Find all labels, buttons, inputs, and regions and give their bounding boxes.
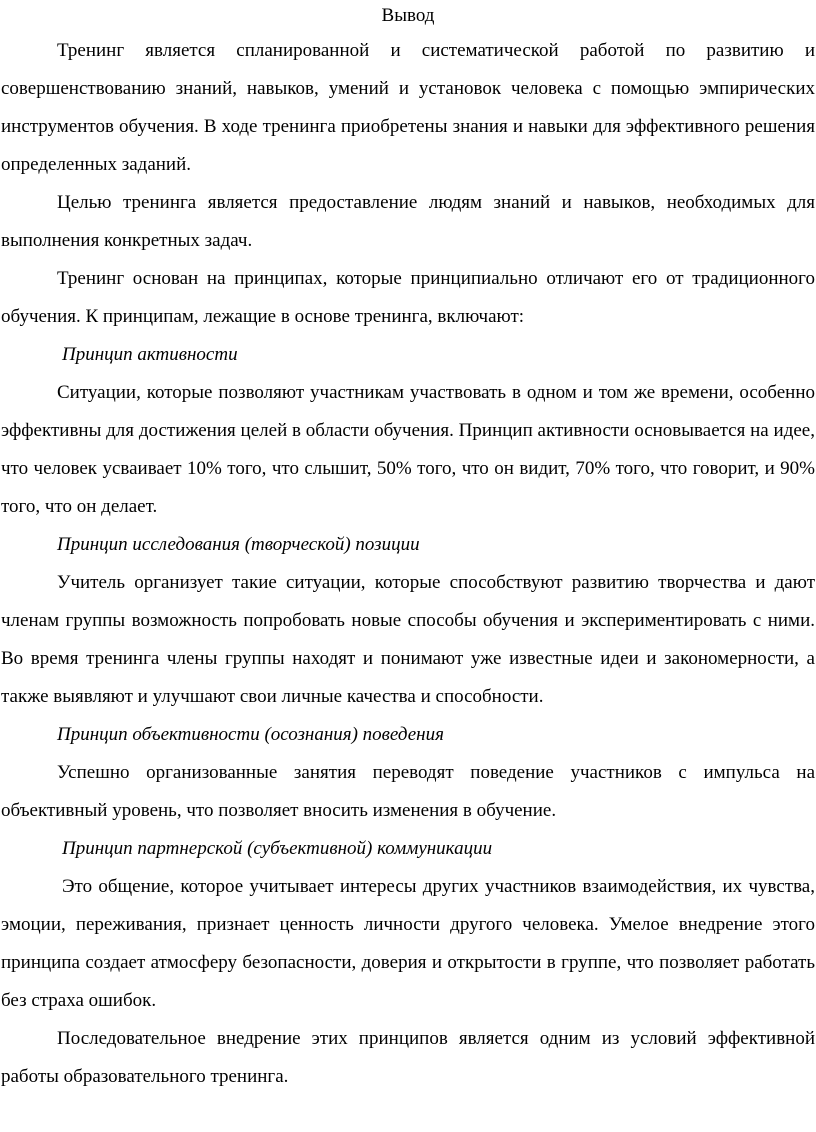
- paragraph-research-principle: Учитель организует такие ситуации, которые способствуют развитию творчества и дают членам группы возможность попробовать новые способы обучения и экспериментировать с ними. Во время тренинга члены группы находят и понимают уже известные идеи и закономерности, а также выявляют и улучшают свои личные качества и способности.: [1, 572, 815, 707]
- paragraph-objectivity-principle: Успешно организованные занятия переводят поведение участников с импульса на объективный уровень, что позволяет вносить изменения в обучение.: [1, 762, 815, 821]
- paragraph-conclusion: Последовательное внедрение этих принципов является одним из условий эффективной работы образовательного тренинга.: [1, 1028, 815, 1087]
- paragraph-partnership-principle: Это общение, которое учитывает интересы других участников взаимодействия, их чувства, эмоции, переживания, признает ценность личности другого человека. Умелое внедрение этого принципа создает атмосферу безопасности, доверия и открытости в группе, что позволяет работать без страха ошибок.: [1, 876, 815, 1011]
- paragraph-activity-principle: Ситуации, которые позволяют участникам участвовать в одном и том же времени, особенно эффективны для достижения целей в области обучения. Принцип активности основывается на идее, что человек усваивает 10% того, что слышит, 50% того, что он видит, 70% того, что говорит, и 90% того, что он делает.: [1, 382, 815, 517]
- document-title: Вывод: [381, 5, 435, 26]
- heading-research-principle: Принцип исследования (творческой) позиции: [57, 534, 420, 555]
- paragraph-training-goal: Целью тренинга является предоставление людям знаний и навыков, необходимых для выполнения конкретных задач.: [1, 192, 815, 251]
- heading-partnership-principle: Принцип партнерской (субъективной) коммуникации: [62, 838, 493, 859]
- heading-activity-principle: Принцип активности: [62, 344, 238, 365]
- paragraph-training-principles-intro: Тренинг основан на принципах, которые принципиально отличают его от традиционного обучения. К принципам, лежащие в основе тренинга, включают:: [1, 268, 815, 327]
- paragraph-training-definition: Тренинг является спланированной и систематической работой по развитию и совершенствованию знаний, навыков, умений и установок человека с помощью эмпирических инструментов обучения. В ходе тренинга приобретены знания и навыки для эффективного решения определенных заданий.: [1, 40, 815, 175]
- heading-objectivity-principle: Принцип объективности (осознания) поведения: [57, 724, 444, 745]
